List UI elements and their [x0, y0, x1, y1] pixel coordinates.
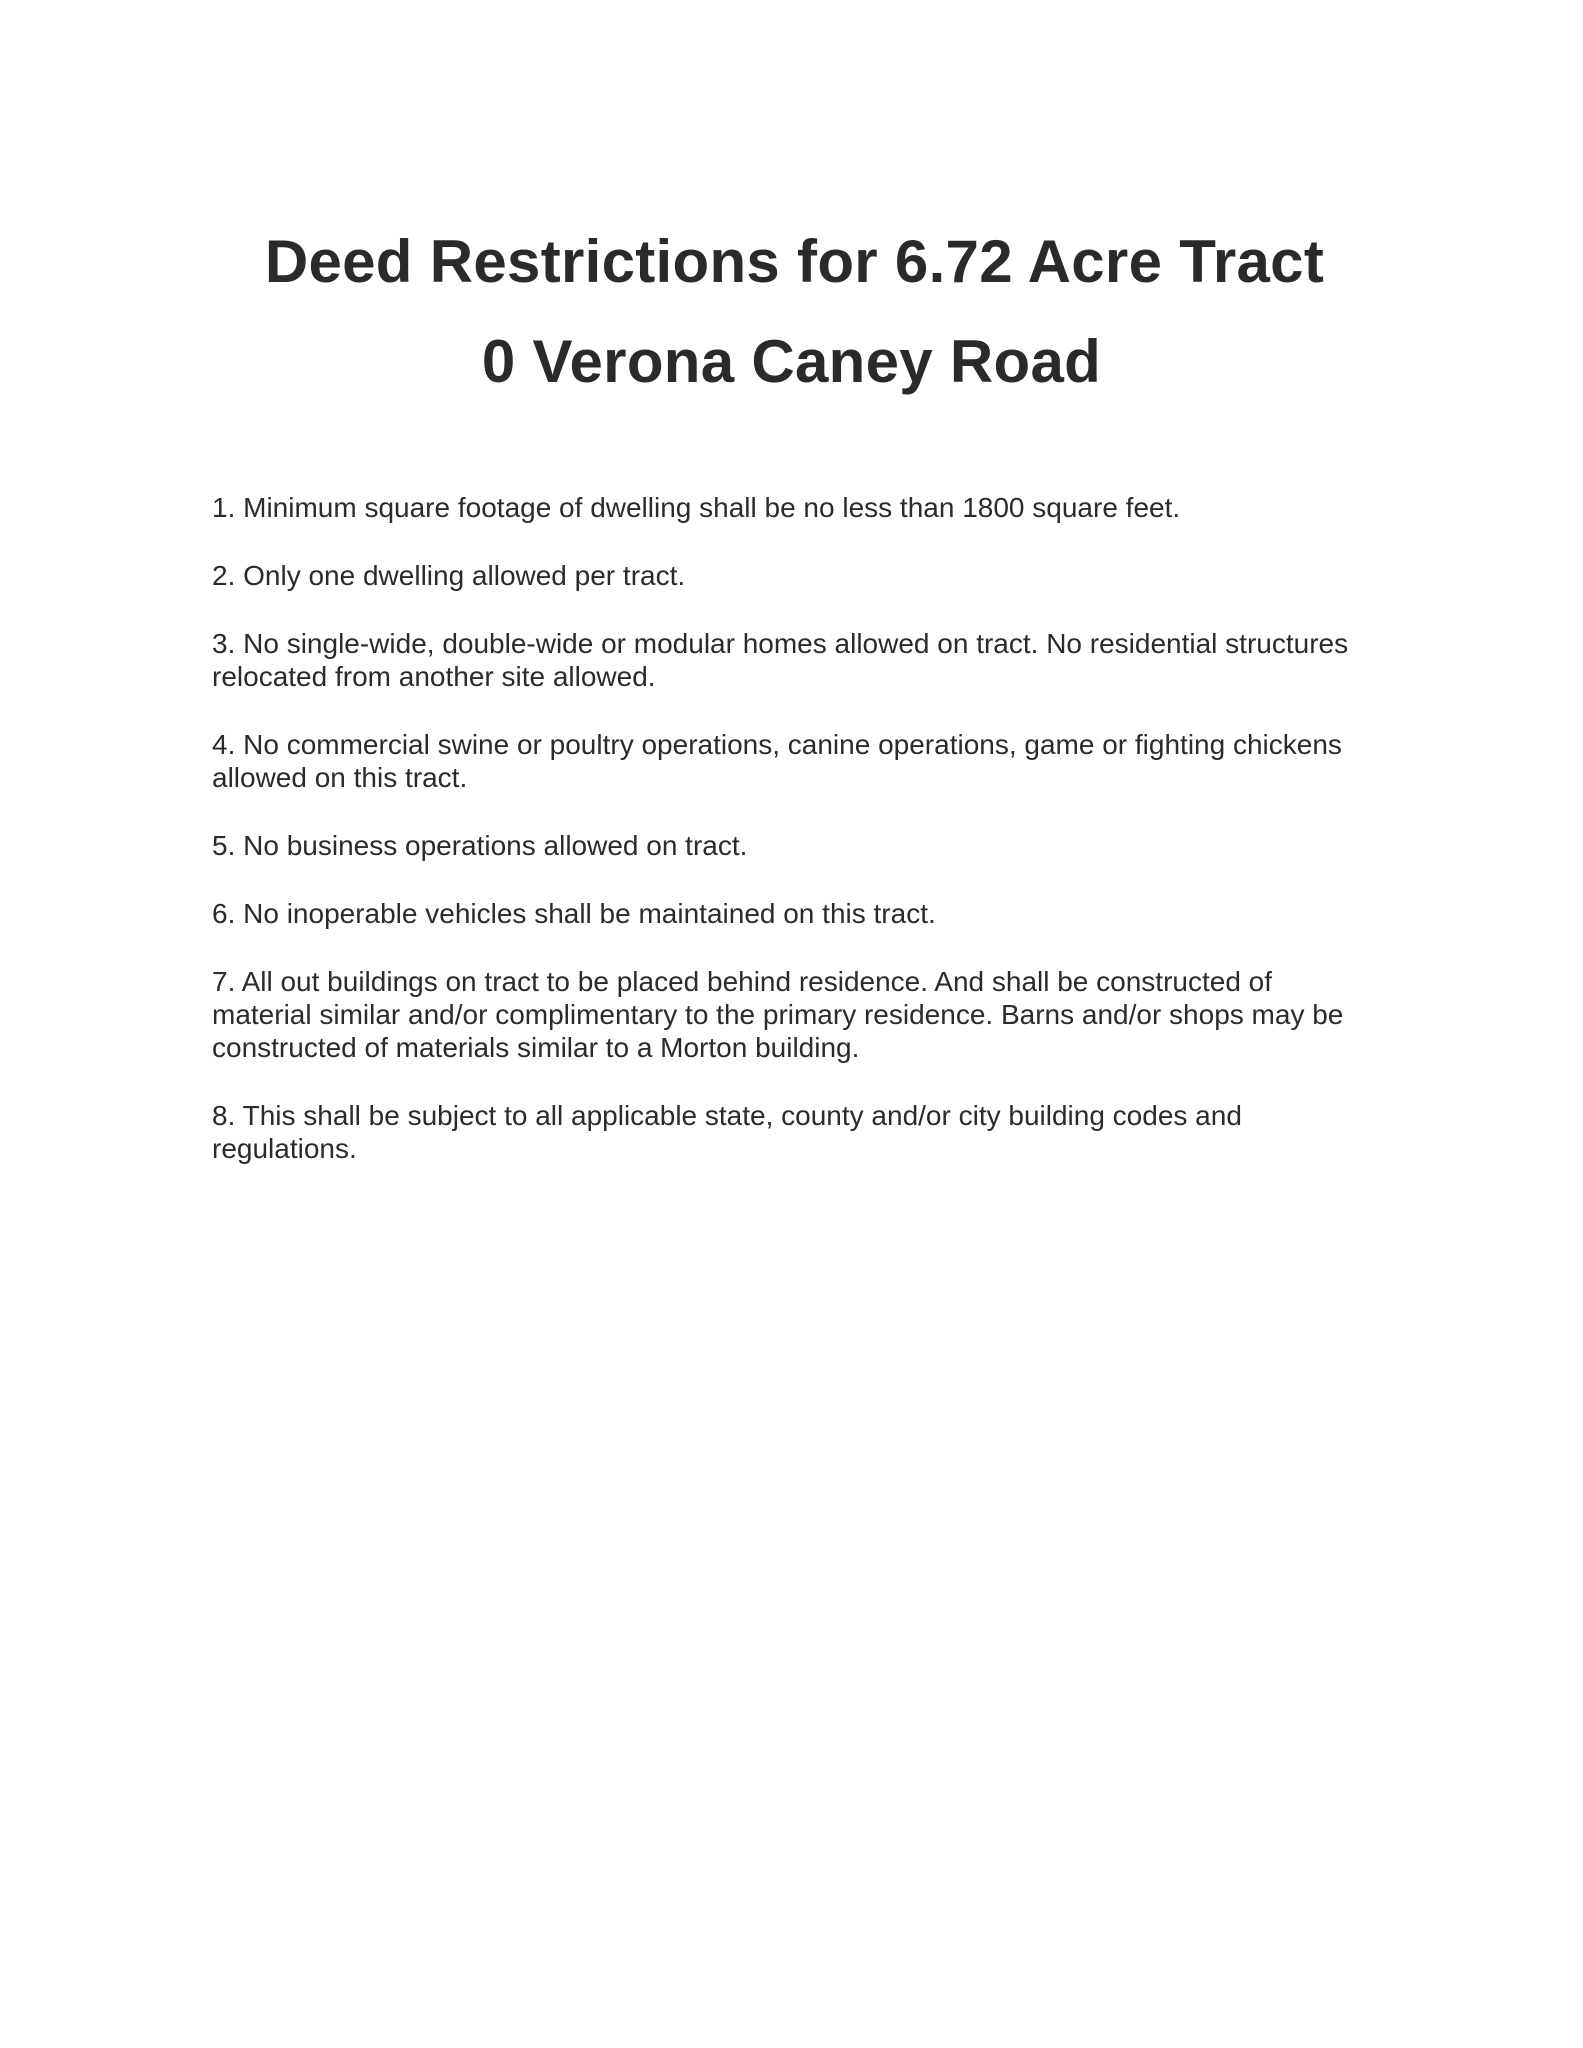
- restriction-item: 6. No inoperable vehicles shall be maintained on this tract.: [212, 898, 936, 929]
- title-line-1: Deed Restrictions for 6.72 Acre Tract: [264, 228, 1325, 295]
- restriction-item: 4. No commercial swine or poultry operations, canine operations, game or fighting chickens allowed on this tract.: [212, 729, 1342, 793]
- restriction-item: 5. No business operations allowed on tract.: [212, 830, 748, 861]
- restriction-item: 7. All out buildings on tract to be placed behind residence. And shall be constructed of material similar and/or complimentary to the primary residence. Barns and/or shops may be constructed of materials similar to a Morton building.: [212, 966, 1344, 1063]
- restriction-item: 1. Minimum square footage of dwelling shall be no less than 1800 square feet.: [212, 492, 1181, 523]
- restrictions-list: [212, 491, 1362, 1200]
- document-title: [0, 212, 1583, 412]
- restriction-item: 8. This shall be subject to all applicable state, county and/or city building codes and regulations.: [212, 1100, 1242, 1164]
- restriction-item: 3. No single-wide, double-wide or modular homes allowed on tract. No residential structures relocated from another site allowed.: [212, 628, 1349, 692]
- restriction-item: 2. Only one dwelling allowed per tract.: [212, 560, 686, 591]
- title-line-2: 0 Verona Caney Road: [481, 328, 1102, 395]
